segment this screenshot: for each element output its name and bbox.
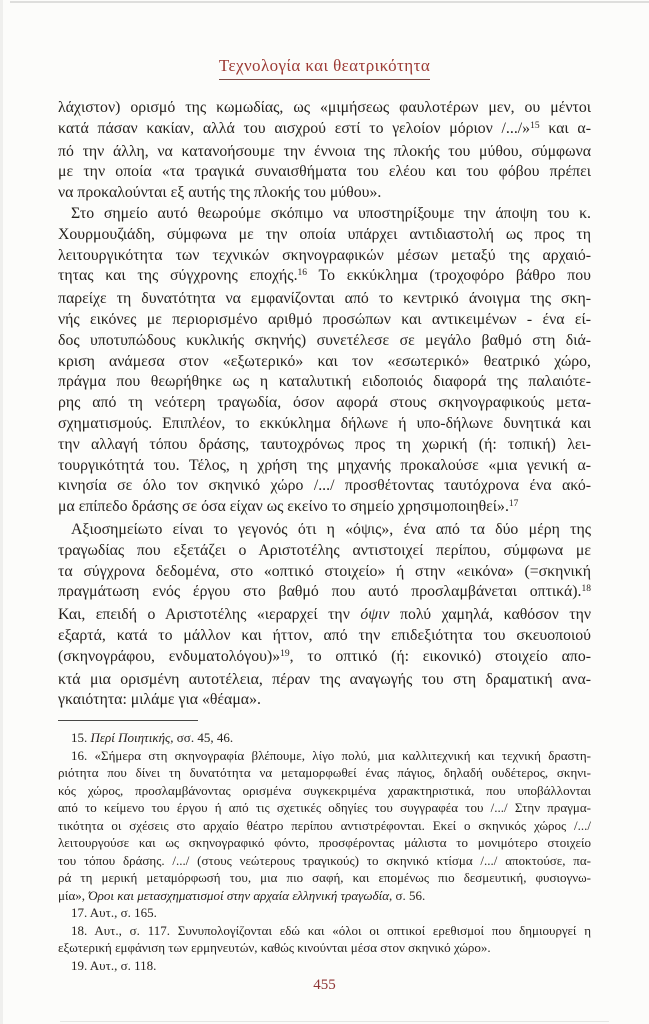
text-line: Χουρμουζιάδη, σύμφωνα με την οποία υπάρχει αντιδιαστολή ως προς τη — [58, 225, 591, 243]
text-line: 18. Αυτ., σ. 117. Συνυπολογίζονται εδώ και «όλοι οι οπτικοί ερεθισμοί που δημιουργεί η — [71, 922, 591, 938]
paragraph — [58, 747, 591, 905]
text-line: 17. Αυτ., σ. 165. — [71, 905, 157, 920]
paragraph — [58, 98, 591, 204]
text-line: Στο σημείο αυτό θεωρούμε σκόπιμο να υποστηρίξουμε την άποψη του κ. — [71, 204, 591, 222]
text-line: εξαρτά, κατά το μάλλον και ήττον, από την επιδεξιότητα του σκευοποιού — [58, 626, 591, 644]
text-line: τικότητα οι σχέσεις στο αρχαίο θέατρο περίπου αντιστρέφονται. Εκεί ο σκηνικός χώρος /.../ — [58, 817, 591, 833]
paragraph — [58, 204, 591, 520]
text-line: τα σύγχρονα δεδομένα, στο «οπτικό στοιχείο» ή στην «εικόνα» (=σκηνική — [58, 562, 591, 580]
text-line: 19. Αυτ., σ. 118. — [71, 957, 157, 973]
text-line: 16. «Σήμερα στη σκηνογραφία βλέπουμε, λίγο πολύ, μια καλλιτεχνική και τεχνική δραστη- — [71, 747, 591, 763]
text-line: τουργικότητά του. Τέλος, η χρήση της μηχανής προκαλούσε «μια γενική α- — [58, 456, 591, 474]
paragraph — [58, 957, 591, 975]
paragraph — [58, 520, 591, 711]
text-line: δος υποτυπώδους κυκλικής σκηνής) συνετέλεσε σε μεγάλο βαθμό στη διά- — [58, 331, 591, 349]
text-line: εξωτερική εμφάνιση των ερμηνευτών, καθώς κινούνται μέσα στον σκηνικό χώρο». — [58, 940, 491, 955]
text-line: του τόπου δράσης. /.../ (στους νεώτερους τραγικούς) το σκηνικό κτίσμα /.../ αποκτούσε, πα- — [58, 852, 591, 868]
text-line: από το κείμενο του έργου ή από τις σχετικές οδηγίες του συγγραφέα του /.../ Στην πραγμα- — [58, 800, 591, 815]
paragraph — [58, 922, 591, 957]
text-line: ριότητα που δίνει τη δυνατότητα να μεταμορφωθεί ένας πάγιος, δηλαδή ουδέτερος, σκηνι- — [58, 765, 591, 780]
footnotes-block — [58, 729, 591, 974]
text-line: ρά τη μερική μεταμόρφωσή του, μια πιο σαφή, και επομένως πιο δεσμευτική, φυσιογνω- — [58, 870, 591, 885]
page-header — [0, 57, 649, 80]
running-head-title: Τεχνολογία και θεατρικότητα — [219, 57, 430, 80]
text-line: Και, επειδή ο Αριστοτέλης «ιεραρχεί την όψιν πολύ χαμηλά, καθόσον την — [58, 606, 592, 624]
text-line: λειτουργικότητα των τεχνικών σκηνογραφικών μέσων μεταξύ της αρχαιό- — [58, 246, 591, 264]
paragraph — [58, 904, 591, 922]
scan-edge-bottom — [60, 1021, 609, 1022]
text-line: πό την άλλη, να κατανοήσουμε την έννοια της πλοκής του μύθου, σύμφωνα — [58, 142, 591, 160]
body-text — [58, 98, 591, 711]
text-line: νής εικόνες με περιορισμένο αριθμό προσώπων και αντικειμένων - ένα εί- — [58, 310, 591, 328]
text-line: γκαιότητα: μιλάμε για «θέαμα». — [58, 691, 261, 709]
scan-edge-left — [0, 0, 3, 1024]
text-line: κινησία σε όλο τον σκηνικό χώρο /.../ προσθέτοντας ταυτόχρονα ένα ακό- — [58, 477, 591, 495]
text-line: κριση ανάμεσα στον «εξωτερικό» και τον «εσωτερικό» θεατρικό χώρο, — [58, 352, 591, 370]
text-line: με την οποία «τα τραγικά συναισθήματα του ελέου και του φόβου πρέπει — [58, 163, 591, 181]
text-line: λάχιστον) ορισμό της κωμωδίας, ως «μιμήσεως φαυλοτέρων μεν, ου μέντοι — [58, 99, 591, 116]
text-line: (σκηνογράφου, ενδυματολόγου)»$^{19}$, το οπτικό (ή: εικονικό) στοιχείο απο- — [58, 647, 592, 665]
text-line: σχηματισμούς. Επιπλέον, το εκκύκλημα δήλωνε ή υπο-δήλωνε δυνητικά και — [58, 414, 591, 432]
page-number: 455 — [313, 977, 336, 993]
text-line: ρης από τη νεότερη τραγωδία, όσον αφορά στους σκηνογραφικούς μετα- — [58, 394, 591, 412]
text-line: παρείχε τη δυνατότητα να εμφανίζονται από το κεντρικό άνοιγμα της σκη- — [58, 290, 591, 308]
text-line: κτά μια ορισμένη αυτοτέλεια, πέραν της αναγωγής του στη δραματική ανα- — [58, 670, 591, 688]
text-line: κός χώρος, προσλαμβάνοντας ορισμένα συγκεκριμένα χαρακτηριστικά, που υποβάλλονται — [58, 782, 591, 798]
scan-edge-top — [10, 1, 649, 3]
text-line: μία», Όροι και μετασχηματισμοί στην αρχαία ελληνική τραγωδία, σ. 56. — [58, 887, 426, 903]
text-line: μα επίπεδο δράσης σε όσα είχαν ως εκείνο το σημείο χρησιμοποιηθεί».$^{17}$ — [58, 498, 519, 516]
text-line: Αξιοσημείωτο είναι το γεγονός ότι η «όψις», ένα από τα δύο μέρη της — [71, 520, 591, 538]
footnote-separator-rule — [58, 720, 198, 721]
paragraph — [58, 729, 591, 747]
text-line: τραγωδίας που εξετάζει ο Αριστοτέλης αντιστοιχεί περίπου, σύμφωνα με — [58, 541, 591, 559]
text-line: την αλλαγή τόπου δράσης, ταυτοχρόνως προς τη χωρική (ή: τοπική) λει- — [58, 435, 591, 453]
text-line: λειτουργούσε και ως σκηνογραφικό φόντο, προσφέροντας μάλιστα το μονιμότερο στοιχείο — [58, 835, 591, 850]
text-line: πραγμάτωση ενός έργου στο βαθμό που αυτό προσλαμβάνεται οπτικά).$^{18}$ — [58, 583, 591, 601]
text-line: 15. Περί Ποιητικής, σσ. 45, 46. — [71, 730, 234, 745]
text-line: κατά πάσαν κακίαν, αλλά του αισχρού εστί το γελοίον μόριον /.../»$^{15}$ και α- — [58, 119, 591, 137]
text-line: να προκαλούνται εξ αυτής της πλοκής του μύθου». — [58, 184, 382, 202]
text-line: τητας και της σύγχρονης εποχής.$^{16}$ Το εκκύκλημα (τροχοφόρο βάθρο που — [58, 267, 592, 285]
text-line: πράγμα που θεωρήθηκε ως η καταλυτική ειδοποιός διαφορά της παλαιότε- — [58, 373, 591, 391]
